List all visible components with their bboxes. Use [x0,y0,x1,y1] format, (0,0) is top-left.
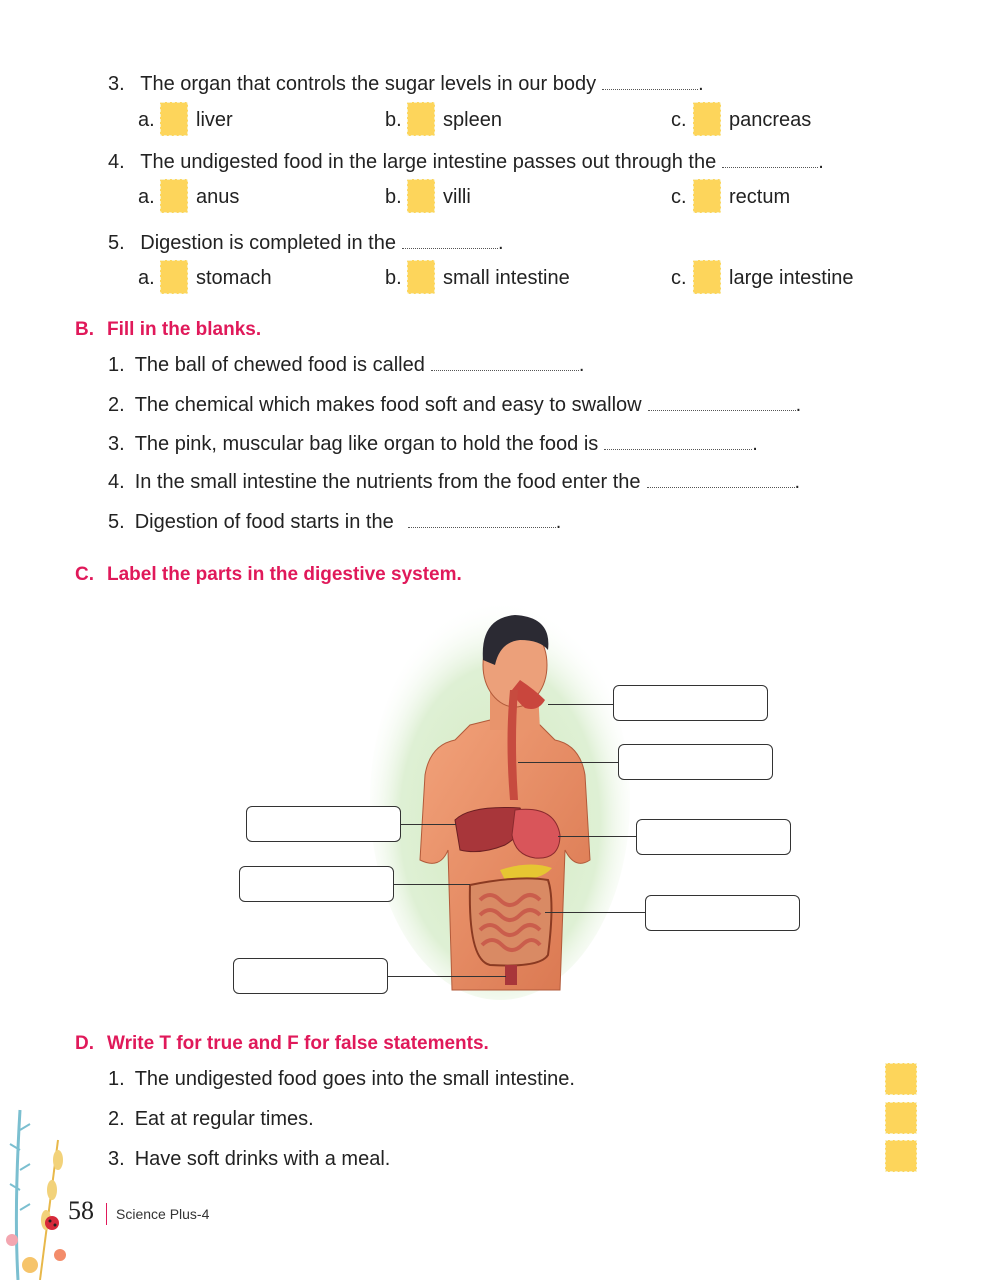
leader-line [548,704,614,705]
page-number: 58 [68,1196,94,1225]
mcq-question-4: 4. The undigested food in the large intestine passes out through the . [108,151,824,173]
label-box-food-pipe[interactable] [618,744,773,780]
label-box-small-intestine[interactable] [645,895,800,931]
question-number: 5. [108,232,125,254]
section-c-heading: C. Label the parts in the digestive system. [75,564,462,585]
book-title: Science Plus-4 [116,1206,210,1222]
fill-blank-4: 4. In the small intestine the nutrients from the food enter the . [108,471,801,493]
label-box-stomach[interactable] [636,819,791,855]
section-b-heading: B. Fill in the blanks. [75,319,262,340]
tf-statement-3: 3. Have soft drinks with a meal. [108,1148,391,1170]
question-number: 3. [108,73,125,95]
floral-decoration [0,1090,80,1280]
question-number: 4. [108,151,125,173]
leader-line [401,824,456,825]
tf-answer-box-2[interactable] [885,1102,917,1134]
label-box-liver[interactable] [246,806,401,842]
section-d-heading: D. Write T for true and F for false statements. [75,1033,489,1054]
label-box-anus[interactable] [233,958,388,994]
tf-statement-1: 1. The undigested food goes into the small intestine. [108,1068,575,1090]
tf-statement-2: 2. Eat at regular times. [108,1108,314,1130]
question-text: The undigested food in the large intestine passes out through the [140,151,717,173]
mcq-question-5: 5. Digestion is completed in the . [108,232,504,254]
question-text: Digestion is completed in the [140,232,396,254]
label-box-large-intestine[interactable] [239,866,394,902]
leader-line [388,976,506,977]
fill-blank-2: 2. The chemical which makes food soft and easy to swallow . [108,394,802,416]
tf-answer-box-1[interactable] [885,1063,917,1095]
fill-blank-3: 3. The pink, muscular bag like organ to hold the food is . [108,433,758,455]
fill-blank-1: 1. The ball of chewed food is called . [108,354,585,376]
mcq-question-3: 3. The organ that controls the sugar levels in our body . [108,73,704,95]
ladybug-icon [45,1216,59,1230]
leader-line [518,762,619,763]
footer-separator [106,1203,107,1225]
tf-answer-box-3[interactable] [885,1140,917,1172]
rectum [505,965,517,985]
leader-line [545,912,646,913]
leader-line [394,884,470,885]
question-text: The organ that controls the sugar levels in our body [140,73,597,95]
leader-line [558,836,637,837]
fill-blank-5: 5. Digestion of food starts in the . [108,511,562,533]
label-box-mouth[interactable] [613,685,768,721]
